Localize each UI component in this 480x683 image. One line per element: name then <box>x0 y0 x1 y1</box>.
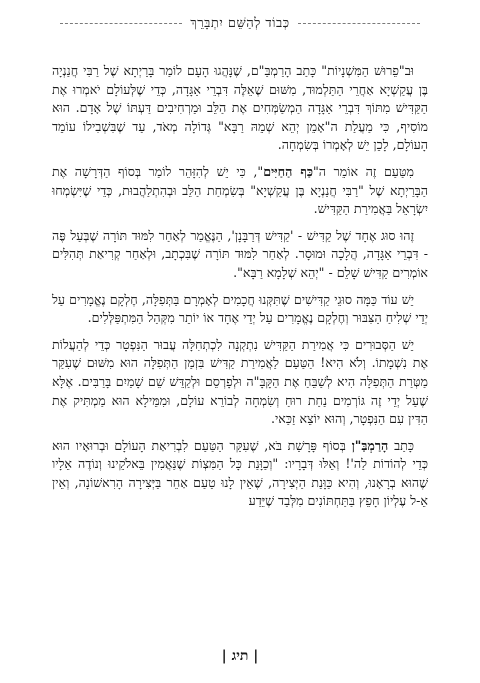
cited-author-ramban: הָרַמְבַּ"ן <box>351 437 389 453</box>
paragraph-1 <box>52 62 428 155</box>
header-title: כְּבוֹד לְהַשֵּׁם יִתְבָּרֵךְ <box>190 16 290 31</box>
paragraph-5 <box>52 336 428 429</box>
paragraph-text: ", כִּי יֵשׁ לְהִזָּהֵר לוֹמַר בְּסוֹף הַדְּרָשָׁה אֶת הַבָּרַיְתָא שֶׁל "רַבִּי חֲנַנְיָא בֶּן עֲקַשְׁיָא" בְּשִׂמְחַת הַלֵּב וּבְהִתְלַהֲבוּת, כְּדֵי שֶׁיִּשְׂמְחוּ יִשְׂרָאֵל בַּאֲמִירַת הַקַּדִּישׁ. <box>52 163 428 217</box>
paragraph-text: בְּסוֹף פָּרָשַׁת בֹּא, שֶׁעִקַּר הַטַּעַם לִבְרִיאַת הָעוֹלָם וּבְרוּאָיו הוּא כְּדֵי לְהוֹדוֹת לַה'! וְאֵלּוּ דְּבָרָיו: "וְכַוָּנַת כָּל הַמִּצְוֹת שֶׁנַּאֲמִין בֵּאלֹקֵינוּ וְנוֹדֶה אֵלָיו שֶׁהוּא בְרָאָנוּ, וְהִיא כַּוָּנַת הַיְּצִירָה, שֶׁאֵין לָנוּ טַעַם אַחֵר בַּיְּצִירָה הָרִאשׁוֹנָה, וְאֵין אֵ-ל עֶלְיוֹן חָפֵץ בַּתַּחְתּוֹנִים מִלְּבַד שֶׁיֵּדַע <box>52 437 428 509</box>
paragraph-text: וּב"פֵרוּשׁ הַמִּשְׁנָיוֹת" כָּתַב הָרַמְבַּ"ם, שֶׁנָּהֲגוּ הָעָם לוֹמַר בָּרַיְתָא שֶׁל רַבִּי חֲנַנְיָה בֶּן עֲקַשְׁיָא אַחֲרֵי הַתַּלְמוּד, מִשּׁוּם שֶׁאֵלֶּה דִּבְרֵי אַגָּדָה, כְּדֵי שֶׁלְּעוֹלָם יֹאמְרוּ אֶת הַקַּדִּישׁ מִתּוֹךְ דִּבְרֵי אַגָּדָה הַמְשַׂמְּחִים אֶת הַלֵּב וּמַרְחִיבִים דַּעְתּוֹ שֶׁל אָדָם. הוּא מוֹסִיף, כִּי מַעֲלַת ה"אָמֵן יְהֵא שְׁמֵהּ רַבָּא" גְּדוֹלָה מְאֹד, עַד שֶׁבִּשְׁבִילוֹ עוֹמֵד הָעוֹלָם, לָכֵן יֵשׁ לְאָמְרוֹ בְּשִׂמְחָה. <box>52 63 428 153</box>
header-rule-right <box>298 23 420 24</box>
paragraph-3 <box>52 227 428 283</box>
paragraph-prefix: מִטַּעַם זֶה אוֹמֵר ה" <box>313 163 414 179</box>
page-number: | תיג | <box>221 648 259 664</box>
running-header <box>52 10 428 36</box>
header-rule-left <box>60 23 182 24</box>
paragraph-2 <box>52 163 428 219</box>
paragraph-text: יֵשׁ הַסְּבוּרִים כִּי אֲמִירַת הַקַּדִּישׁ נִתְקְנָה לִכְתְחִלָּה עֲבוּר הַנִּפְטָר כְּדֵי לְהַעֲלוֹת אֶת נִשְׁמָתוֹ. וְלֹא הִיא! הַטַּעַם לַאֲמִירַת קַדִּישׁ בִּזְמַן הַתְּפִלָּה הוּא מִשּׁוּם שֶׁעִקַּר מַטְּרַת הַתְּפִלָּה הִיא לְשַׁבֵּחַ אֶת הַקָּבָּ"ה וּלְפָרְסֵם וּלְקַדֵּשׁ שֵׁם שָׁמַיִם בָּרַבִּים. אֶלָּא שֶׁעַל יְדֵי זֶה גּוֹרְמִים נַחַת רוּחַ וְשִׂמְחָה לְבוֹרֵא עוֹלָם, וּמִמֵּילָא הוּא מַמְתִּיק אֶת הַדִּין עִם הַנִּפְטָר, וְהוּא יוֹצֵא זַכַּאי. <box>52 336 428 427</box>
paragraph-4 <box>52 291 428 328</box>
paragraph-prefix: כָּתַב <box>388 437 414 453</box>
paragraph-text: זֶהוּ סוּג אֶחָד שֶׁל קַדִּישׁ - 'קַדִּישׁ דְּרַבָּנָן', הַנֶּאֱמַר לְאַחַר לִמּוּד תּוֹרָה שֶׁבְּעַל פֶּה - דִּבְרֵי אַגָּדָה, הֲלָכָה וּמוּסָר. לְאַחַר לִמּוּד תּוֹרָה שֶׁבִּכְתָב, וּלְאַחַר קְרִיאַת תְּהִלִּים אוֹמְרִים קַדִּישׁ שָׁלֵם - "יְהֵא שְׁלָמָא רַבָּא". <box>52 227 428 280</box>
paragraph-text: יֵשׁ עוֹד כַּמָּה סוּגֵי קַדִּישִׁים שֶׁתִּקְּנוּ חֲכָמִים לְאָמְרָם בַּתְּפִלָּה, חֶלְקָם נֶאֱמָרִים עַל יְדֵי שְׁלִיחַ הַצִּבּוּר וְחֶלְקָם נֶאֱמָרִים עַל יְדֵי אֶחָד אוֹ יוֹתֵר מִקְּהַל הַמִּתְפַּלְּלִים. <box>52 291 428 326</box>
body-text <box>52 62 428 519</box>
cited-work-kaf-hachaim: כַּף הַחַיִּים <box>263 163 313 179</box>
paragraph-6 <box>52 437 428 511</box>
